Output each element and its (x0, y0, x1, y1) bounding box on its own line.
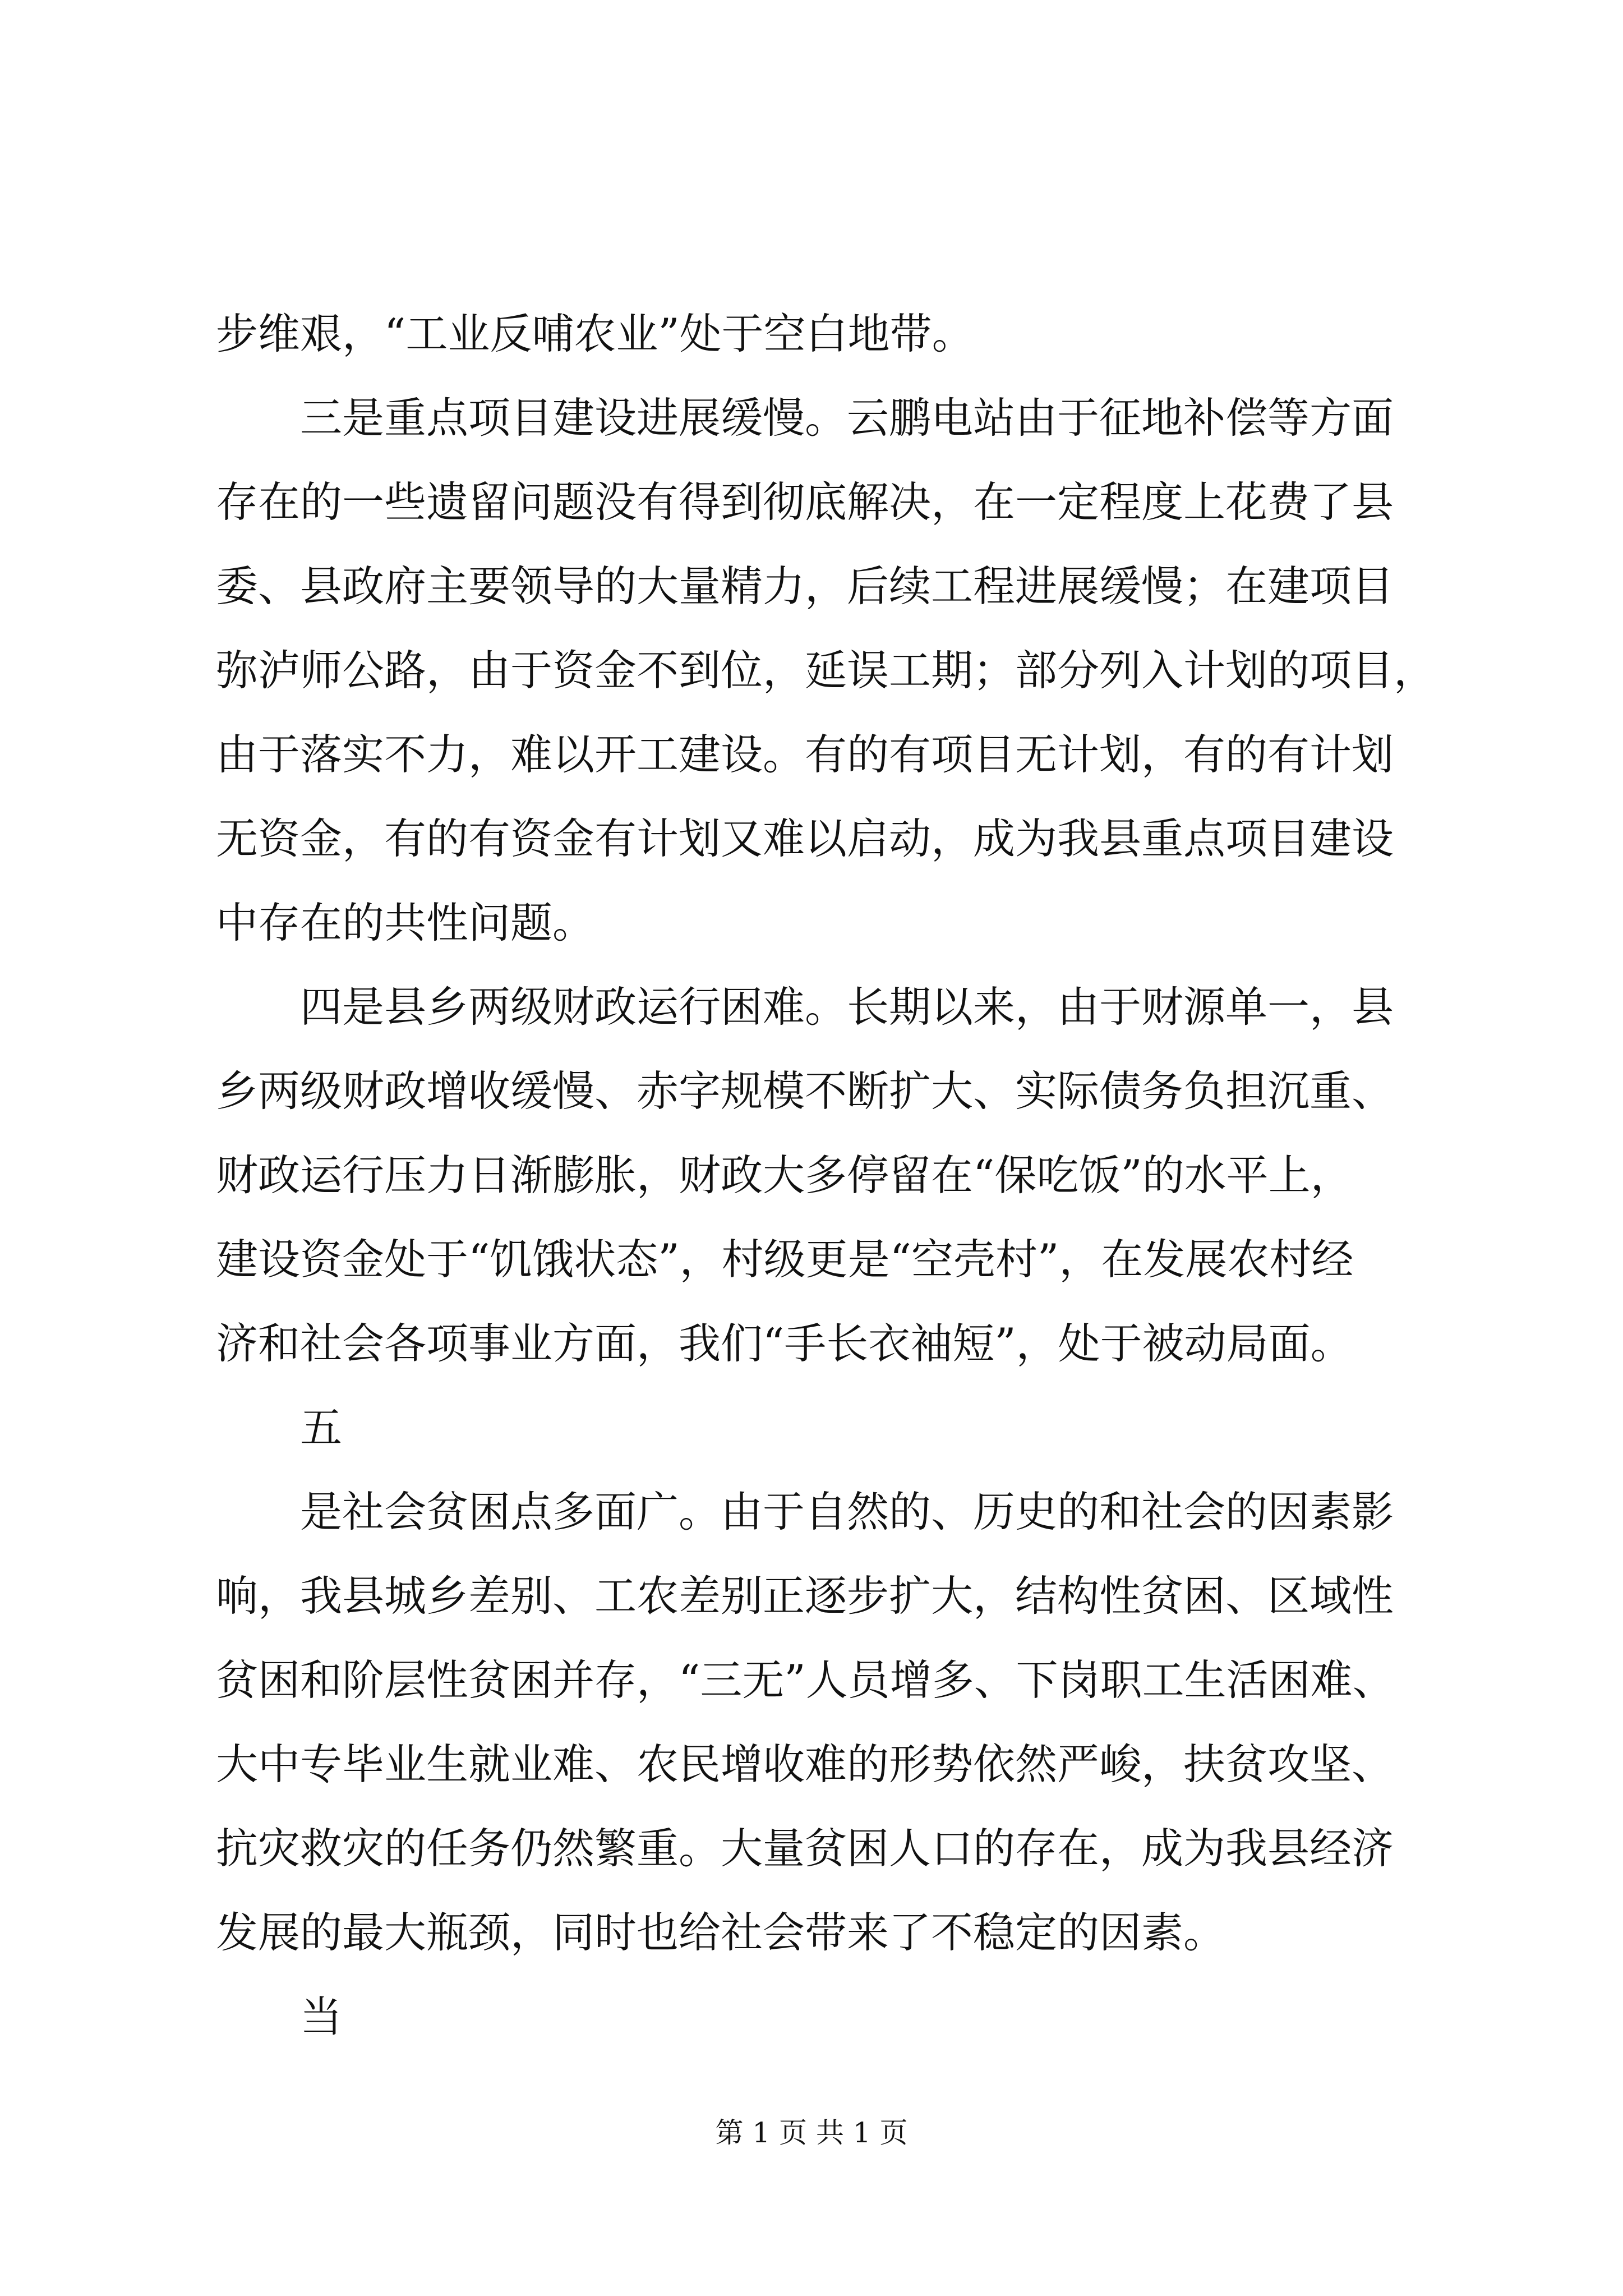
text-line-14: 五 (216, 1403, 343, 1452)
text-line-8: 中存在的共性问题。 (216, 898, 595, 947)
text-line-17: 贫困和阶层性贫困并存，“三无”人员增多、下岗职工生活困难、 (216, 1655, 1395, 1705)
text-line-15: 是社会贫困点多面广。由于自然的、历史的和社会的因素影 (216, 1487, 1394, 1536)
text-line-21: 当 (216, 1992, 343, 2041)
text-line-5: 弥泸师公路，由于资金不到位，延误工期；部分列入计划的项目， (216, 646, 1436, 695)
page-footer: 第 1 页 共 1 页 (715, 2116, 908, 2149)
text-line-11: 财政运行压力日渐膨胀，财政大多停留在“保吃饭”的水平上， (216, 1151, 1353, 1200)
text-line-6: 由于落实不力，难以开工建设。有的有项目无计划，有的有计划 (216, 730, 1394, 779)
text-line-13: 济和社会各项事业方面，我们“手长衣袖短”，处于被动局面。 (216, 1319, 1353, 1368)
text-line-12: 建设资金处于“饥饿状态”，村级更是“空壳村”，在发展农村经 (216, 1235, 1354, 1284)
text-line-4: 委、县政府主要领导的大量精力，后续工程进展缓慢；在建项目 (216, 562, 1394, 611)
text-line-3: 存在的一些遗留问题没有得到彻底解决，在一定程度上花费了县 (216, 477, 1394, 527)
text-line-2: 三是重点项目建设进展缓慢。云鹏电站由于征地补偿等方面 (216, 393, 1394, 443)
text-line-10: 乡两级财政增收缓慢、赤字规模不断扩大、实际债务负担沉重、 (216, 1066, 1394, 1116)
text-line-20: 发展的最大瓶颈，同时也给社会带来了不稳定的因素。 (216, 1908, 1226, 1957)
text-line-9: 四是县乡两级财政运行困难。长期以来，由于财源单一，县 (216, 982, 1394, 1032)
text-line-18: 大中专毕业生就业难、农民增收难的形势依然严峻，扶贫攻坚、 (216, 1740, 1394, 1789)
text-line-19: 抗灾救灾的任务仍然繁重。大量贫困人口的存在，成为我县经济 (216, 1824, 1394, 1873)
text-line-16: 响，我县城乡差别、工农差别正逐步扩大，结构性贫困、区域性 (216, 1571, 1394, 1621)
text-line-1: 步维艰，“工业反哺农业”处于空白地带。 (216, 309, 974, 358)
text-line-7: 无资金，有的有资金有计划又难以启动，成为我县重点项目建设 (216, 814, 1394, 863)
